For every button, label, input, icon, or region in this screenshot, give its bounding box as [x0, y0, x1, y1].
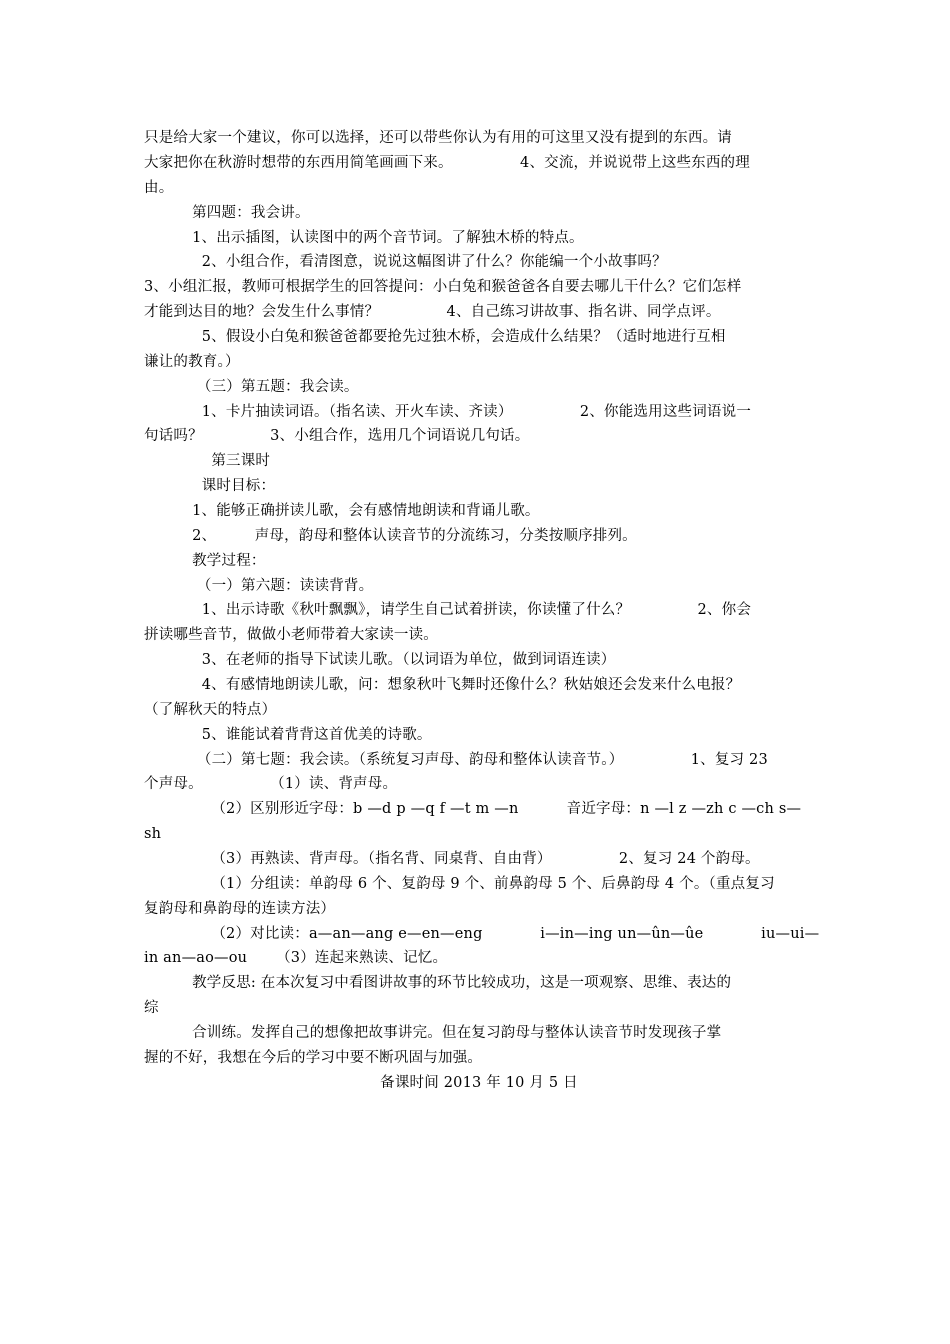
text-line: 5、假设小白兔和猴爸爸都要抢先过独木桥，会造成什么结果？（适时地进行互相: [144, 329, 726, 345]
text-line: 第四题：我会讲。: [144, 205, 310, 221]
text-line: 3、小组汇报，教师可根据学生的回答提问：小白兔和猴爸爸各自要去哪儿干什么？它们怎样: [144, 279, 742, 295]
text-line: 1、能够正确拼读儿歌，会有感情地朗读和背诵儿歌。: [144, 503, 540, 519]
text-line: 教学反思: 在本次复习中看图讲故事的环节比较成功，这是一项观察、思维、表达的: [144, 975, 732, 991]
text-line: 大家把你在秋游时想带的东西用简笔画画下来。 4、交流，并说说带上这些东西的理: [144, 155, 750, 171]
text-line: 2、 声母，韵母和整体认读音节的分流练习，分类按顺序排列。: [144, 528, 637, 544]
text-line: 3、在老师的指导下试读儿歌。（以词语为单位，做到词语连读）: [144, 652, 616, 668]
text-line: sh: [144, 826, 162, 842]
text-line: 4、有感情地朗读儿歌，问：想象秋叶飞舞时还像什么？秋姑娘还会发来什么电报？: [144, 677, 741, 693]
text-line: （三）第五题：我会读。: [144, 379, 359, 395]
lesson-heading: 第三课时: [144, 453, 271, 469]
text-line: 复韵母和鼻韵母的连读方法）: [144, 901, 336, 917]
text-line: 才能到达目的地？会发生什么事情？ 4、自己练习讲故事、指名讲、同学点评。: [144, 304, 721, 320]
text-line: （2）区别形近字母：b —d p —q f —t m —n 音近字母：n —l z —zh c —ch s—: [144, 801, 802, 817]
text-line: 1、出示诗歌《秋叶飘飘》，请学生自己试着拼读，你读懂了什么？ 2、你会: [144, 602, 752, 618]
text-line: （1）分组读：单韵母 6 个、复韵母 9 个、前鼻韵母 5 个、后鼻韵母 4 个。（重点复习: [144, 876, 775, 892]
text-line: （二）第七题：我会读。（系统复习声母、韵母和整体认读音节。） 1、复习 23: [144, 752, 768, 768]
text-line: 拼读哪些音节，做做小老师带着大家读一读。: [144, 627, 438, 643]
text-line: （2）对比读：a—an—ang e—en—eng i—in—ing un—ûn—ûe iu—ui—: [144, 926, 820, 942]
text-line: 握的不好，我想在今后的学习中要不断巩固与加强。: [144, 1050, 483, 1066]
text-line: 句话吗？ 3、小组合作，选用几个词语说几句话。: [144, 428, 530, 444]
text-line: 只是给大家一个建议，你可以选择，还可以带些你认为有用的可这里又没有提到的东西。请: [144, 130, 732, 146]
date-footer: 备课时间 2013 年 10 月 5 日: [380, 1075, 578, 1091]
text-line: 1、出示插图，认读图中的两个音节词。了解独木桥的特点。: [144, 230, 584, 246]
text-line: （了解秋天的特点）: [144, 702, 277, 718]
text-line: 由。: [144, 180, 174, 196]
text-line: 课时目标：: [144, 478, 276, 494]
text-line: 教学过程：: [144, 553, 266, 569]
text-line: 1、卡片抽读词语。（指名读、开火车读、齐读） 2、你能选用这些词语说一: [144, 404, 752, 420]
text-line: 综: [144, 1000, 159, 1016]
text-line: （3）再熟读、背声母。（指名背、同桌背、自由背） 2、复习 24 个韵母。: [144, 851, 760, 867]
text-line: （一）第六题：读读背背。: [144, 578, 374, 594]
text-line: in an—ao—ou （3）连起来熟读、记忆。: [144, 950, 448, 966]
text-line: 合训练。发挥自己的想像把故事讲完。但在复习韵母与整体认读音节时发现孩子掌: [144, 1025, 722, 1041]
text-line: 2、小组合作，看清图意，说说这幅图讲了什么？你能编一个小故事吗？: [144, 254, 667, 270]
text-line: 5、谁能试着背背这首优美的诗歌。: [144, 727, 432, 743]
text-line: 谦让的教育。）: [144, 354, 240, 370]
text-line: 个声母。 （1）读、背声母。: [144, 776, 398, 792]
